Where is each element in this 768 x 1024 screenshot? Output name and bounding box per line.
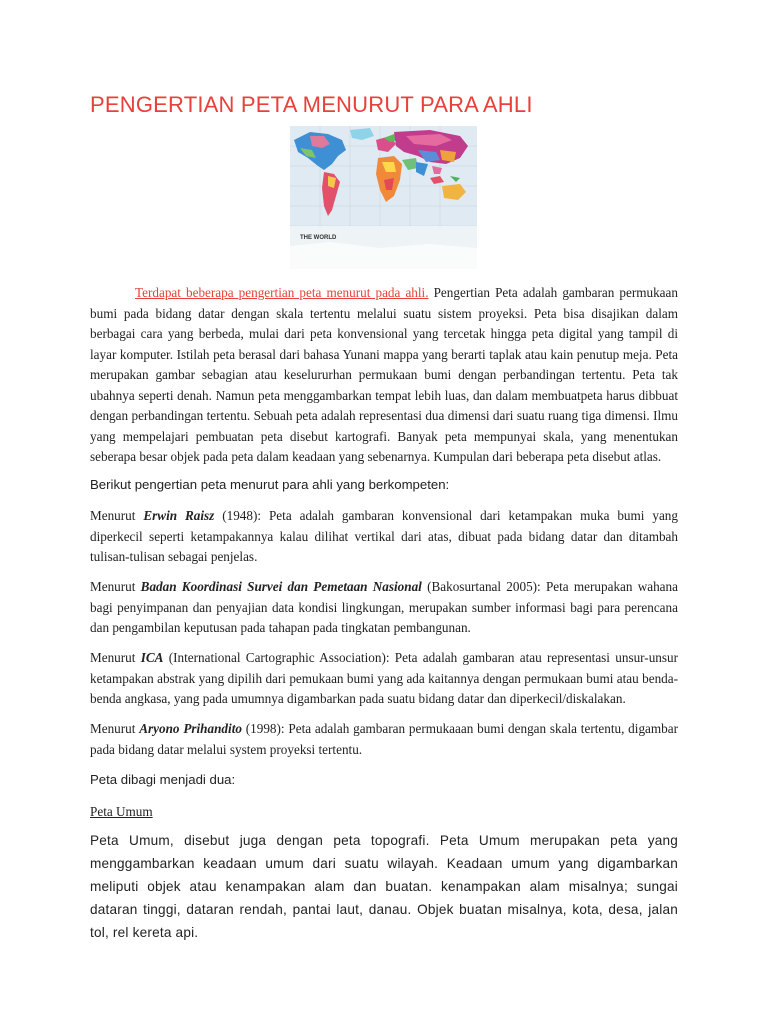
section-body-peta-umum: Peta Umum, disebut juga dengan peta topografi. Peta Umum merupakan peta yang menggambarkan keadaan umum dari suatu wilayah. Keadaan umum yang digambarkan meliputi objek atau kenampakan alam dan buatan. kenampakan alam misalnya; sungai dataran tinggi, dataran rendah, pantai laut, danau. Objek buatan misalnya, kota, desa, jalan tol, rel kereta api. bbox=[90, 833, 678, 940]
intro-link[interactable]: Terdapat beberapa pengertian peta menurut pada ahli. bbox=[135, 285, 429, 300]
expert-name: Badan Koordinasi Survei dan Pemetaan Nasional bbox=[140, 579, 422, 594]
world-map-image bbox=[290, 126, 477, 269]
expert-body: (International Cartographic Association): Peta adalah gambaran atau representasi unsur-unsur ketampakan abstrak yang dipilih dari pemukaan bumi yang ada kaitannya dengan permukaan bumi atau benda-benda angkasa, yang pada umumnya digambarkan pada suatu bidang datar dan diperkecil/diskalakan. bbox=[90, 650, 678, 706]
expert-definition-raisz bbox=[90, 506, 678, 568]
expert-prefix: Menurut bbox=[90, 650, 141, 665]
expert-name: Erwin Raisz bbox=[143, 508, 215, 523]
intro-body: Pengertian Peta adalah gambaran permukaan bumi pada bidang datar dengan skala tertentu melalui suatu sistem proyeksi. Peta bisa disajikan dalam berbagai cara yang berbeda, mulai dari peta konvensional yang tercetak hingga peta digital yang tampil di layar komputer. Istilah peta berasal dari bahasa Yunani mappa yang berarti taplak atau kain penutup meja. Peta merupakan gambar sebagian atau keselururhan permukaan bumi dengan perbandingan tertentu. Peta tak ubahnya seperti denah. Namun peta menggambarkan tempat lebih luas, dan dalam membuatpeta harus dibbuat dengan perbandingan tertentu. Sebuah peta adalah representasi dua dimensi dari suatu ruang tiga dimensi. Ilmu yang mempelajari pembuatan peta disebut kartografi. Banyak peta mempunyai skala, yang menentukan seberapa besar objek pada peta dalam keadaan yang sebenarnya. Kumpulan dari beberapa peta disebut atlas. bbox=[90, 285, 678, 464]
map-label: THE WORLD bbox=[300, 235, 337, 241]
section-heading-peta-umum bbox=[90, 803, 678, 821]
division-intro: Peta dibagi menjadi dua: bbox=[90, 772, 236, 787]
expert-definition-ica bbox=[90, 648, 678, 710]
expert-body: (Bakosurtanal 2005): Peta merupakan wahana bagi penyimpanan dan penyajian data kondisi lingkungan, merupakan sumber informasi bagi para perencana dan pengambilan keputusan pada tahapan pada tingkatan pembangunan. bbox=[90, 579, 678, 635]
expert-prefix: Menurut bbox=[90, 508, 144, 523]
page-title: PENGERTIAN PETA MENURUT PARA AHLI bbox=[90, 92, 533, 117]
expert-definition-bakosurtanal bbox=[90, 577, 678, 639]
expert-definition-prihandito bbox=[90, 719, 678, 760]
intro-paragraph bbox=[90, 283, 678, 468]
expert-name: ICA bbox=[140, 650, 164, 665]
world-map-icon bbox=[290, 126, 477, 269]
expert-name: Aryono Prihandito bbox=[139, 721, 242, 736]
section-heading-text: Peta Umum bbox=[90, 804, 153, 819]
expert-prefix: Menurut bbox=[90, 579, 141, 594]
expert-body: (1948): Peta adalah gambaran konvensional dari ketampakan muka bumi yang diperkecil seperti ketampakannya kalau dilihat vertikal dari atas, dibuat pada bidang datar dan ditambah tulisan-tulisan sebagai penjelas. bbox=[90, 508, 678, 564]
expert-body: (1998): Peta adalah gambaran permukaaan bumi dengan skala tertentu, digambar pada bidang datar melalui system proyeksi tertentu. bbox=[90, 721, 678, 757]
experts-intro: Berikut pengertian peta menurut para ahli yang berkompeten: bbox=[90, 477, 450, 492]
expert-prefix: Menurut bbox=[90, 721, 140, 736]
